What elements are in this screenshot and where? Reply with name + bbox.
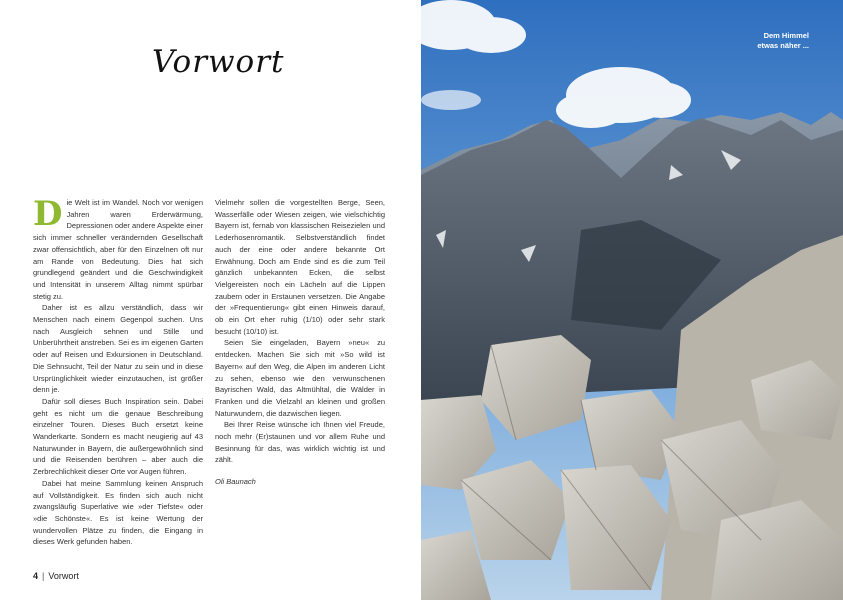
left-page: [0, 0, 421, 600]
author-signature: Oli Baunach: [215, 477, 256, 487]
paragraph-6: Seien Sie eingeladen, Bayern »neu« zu entdecken. Machen Sie sich mit »So wild ist Bayern« auf den Weg, die Alpen im anderen Licht zu sehen, ebenso wie den verwunschenen Bayrischen Wald, das Altmühltal, die Wälder in Franken und die Vielzahl an kleinen und großen Naturwundern, die dazwischen liegen.: [215, 338, 385, 418]
paragraph-3: Dafür soll dieses Buch Inspiration sein. Dabei geht es nicht um die genaue Beschreibung einzelner Touren. Dieses Buch ersetzt keine Wanderkarte. Sondern es macht neugierig auf 43 Naturwunder in Bayern, die außergewöhnlich sind und die Reisenden berühren – aber auch die Zerbrechlichkeit dieser Orte vor Augen führen.: [33, 396, 203, 477]
photo-caption: [757, 31, 809, 51]
right-page-photo: [421, 0, 843, 600]
text-column-2: [215, 197, 385, 488]
drop-cap: D: [33, 194, 63, 234]
paragraph-1-text: ie Welt ist im Wandel. Noch vor wenigen Jahren waren Erderwärmung, Depressionen oder andere Aspekte einer sich immer schneller verändernden Gesellschaft zwar offensichtlich, aber für den Einzelnen oft nur am Rande von Bedeutung. Dies hat sich grundlegend geändert und die Geschwindigkeit und Intensität in unserem Alltag nimmt spürbar stetig zu.: [33, 198, 203, 301]
caption-line-2: etwas näher ...: [757, 41, 809, 50]
paragraph-5: Vielmehr sollen die vorgestellten Berge, Seen, Wasserfälle oder Wiesen zeigen, wie vielschichtig Bayern ist, fernab von klassischen Reisezielen und Lederhosenromantik. Selbstverständlich findet auch der eine oder andere bekannte Ort Erwähnung. Doch am Ende sind es die zum Teil gänzlich unbekannten Ecken, die selbst Vielgereisten noch ein Lächeln auf die Lippen zaubern oder in Erstaunen versetzen. Die Angabe der »Frequentierung« gibt einen Hinweis darauf, ob ein Ort eher ruhig (1/10) oder sehr stark besucht (10/10) ist.: [215, 198, 385, 336]
paragraph-7: Bei Ihrer Reise wünsche ich Ihnen viel Freude, noch mehr (Er)staunen und vor allem Ruhe und Besinnung für das, was wirklich wichtig ist und zählt.: [215, 420, 385, 465]
section-name: Vorwort: [48, 571, 79, 581]
page-footer: [33, 571, 79, 581]
caption-line-1: Dem Himmel: [763, 31, 809, 40]
mountain-photo: [421, 0, 843, 600]
paragraph-2: Daher ist es allzu verständlich, dass wir Menschen nach einem Gegenpol suchen. Uns nach Ausgleich sehnen und Stille und Unberührtheit anstreben. Sei es im eigenen Garten oder auf Reisen und Exkursionen in Deutschland. Die Sehnsucht, Teil der Natur zu sein und in diese Ursprünglichkeit wieder einzutauchen, ist größer denn je.: [33, 303, 203, 395]
paragraph-1: [33, 194, 203, 302]
footer-separator: |: [42, 571, 45, 581]
paragraph-4: Dabei hat meine Sammlung keinen Anspruch auf Vollständigkeit. Es finden sich auch nicht zwangsläufig Superlative wie »der Tiefste« oder »die Schönste«. Es ist keine Wertung der wundervollen Plätze zu finden, die Eingang in dieses Werk gefunden haben.: [33, 478, 203, 547]
text-column-1: [33, 194, 203, 548]
page-number: 4: [33, 571, 39, 581]
page-title: Vorwort: [152, 44, 285, 80]
